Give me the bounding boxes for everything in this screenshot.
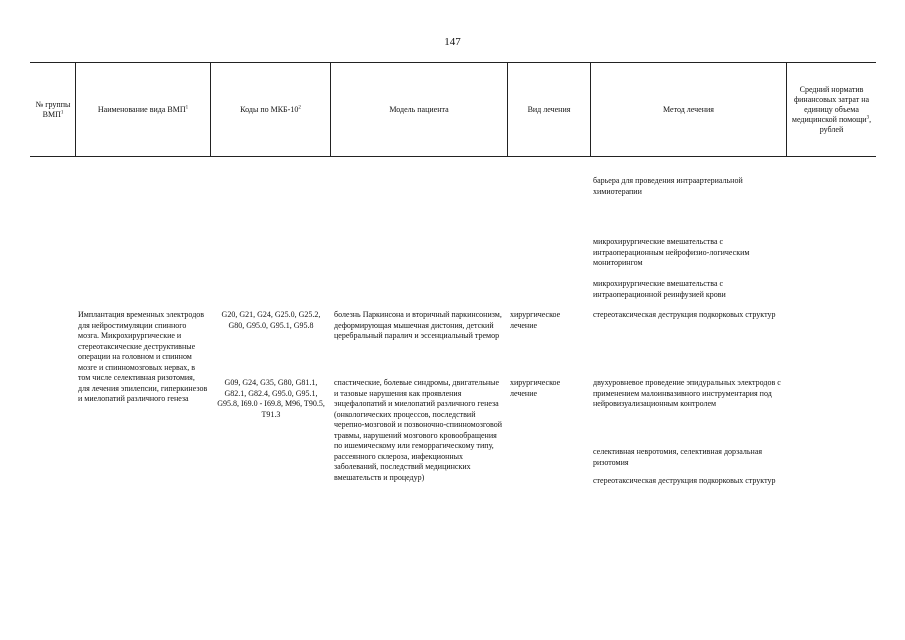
header-group-number: № группы ВМП$^1$ — [35, 99, 71, 119]
treatment-method: стереотаксическая деструкция подкорковых структур — [593, 476, 776, 485]
header-cost-norm: Средний норматив финансовых затрат на единицу объема медицинской помощи$^3$, рублей — [791, 84, 872, 134]
patient-model: спастические, болевые синдромы, двигательные и тазовые нарушения как проявления энцефалопатий и миелопатий различного генеза (онкологических процессов, последствий черепно-мозговой и позвоночно-спинномозговой травмы, нарушений мозгового кровообращения по ишемическому или геморрагическому типу, рассеянного склероза, инфекционных заболеваний, последствий медицинских вмешательств и процедур) — [334, 378, 502, 482]
header-vmp-name: Наименование вида ВМП$^1$ — [97, 104, 189, 114]
icd-codes: G20, G21, G24, G25.0, G25.2, G80, G95.0, G95.1, G95.8 — [221, 310, 321, 330]
method-continuation-item: барьера для проведения интраартериальной химиотерапии — [593, 176, 743, 196]
vmp-name: Имплантация временных электродов для нейростимуляции спинного мозга. Микрохирургические и стереотаксические деструктивные операции на головном и спинном мозге и спинномозговых нервах, в том числе селективная ризотомия, для лечения эпилепсии, гиперкинезов и миелопатий различного генеза — [78, 310, 208, 403]
page-number: 147 — [444, 36, 461, 48]
header-icd-codes: Коды по МКБ-$10^2$ — [240, 104, 301, 114]
treatment-method: стереотаксическая деструкция подкорковых структур — [593, 310, 776, 319]
method-continuation-item: микрохирургические вмешательства с интраоперационной реинфузией крови — [593, 279, 726, 299]
header-treatment-method: Метод лечения — [663, 104, 714, 114]
treatment-method: двухуровневое проведение эпидуральных электродов с применением малоинвазивного инструментария под нейровизуализационным контролем — [593, 378, 781, 408]
icd-codes: G09, G24, G35, G80, G81.1, G82.1, G82.4, G95.0, G95.1, G95.8, I69.0 - I69.8, M96, T90.5, T91.3 — [217, 378, 325, 419]
treatment-method: селективная невротомия, селективная дорзальная ризотомия — [593, 447, 763, 467]
header-patient-model: Модель пациента — [389, 104, 449, 114]
treatment-type: хирургическое лечение — [510, 310, 561, 330]
patient-model: болезнь Паркинсона и вторичный паркинсонизм, деформирующая мышечная дистония, детский церебральный паралич и эссенциальный тремор — [334, 310, 502, 340]
treatment-type: хирургическое лечение — [510, 378, 561, 398]
method-continuation-item: микрохирургические вмешательства с интраоперационным нейрофизио-логическим мониторингом — [593, 237, 750, 267]
header-treatment-type: Вид лечения — [527, 104, 571, 114]
